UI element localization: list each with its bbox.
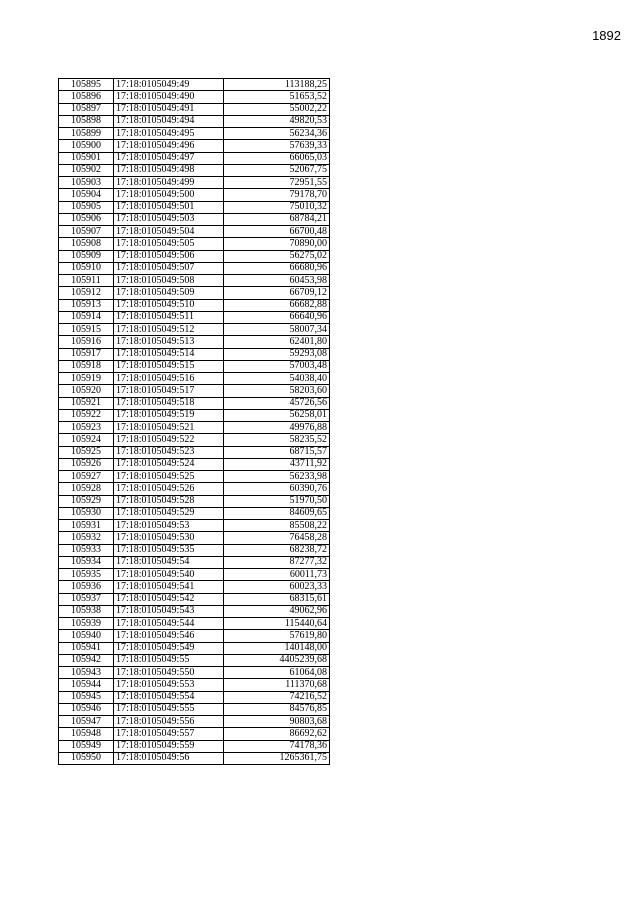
table-row bbox=[59, 691, 330, 703]
table-row bbox=[59, 336, 330, 348]
table-row bbox=[59, 520, 330, 532]
row-number-cell: 105911 bbox=[59, 275, 114, 287]
row-number-cell: 105935 bbox=[59, 569, 114, 581]
cadastral-number-cell: 17:18:0105049:56 bbox=[114, 752, 224, 764]
row-number-cell: 105899 bbox=[59, 128, 114, 140]
row-number-cell: 105903 bbox=[59, 177, 114, 189]
cadastral-value-cell: 84576,85 bbox=[224, 703, 330, 715]
table-row bbox=[59, 434, 330, 446]
table-row bbox=[59, 385, 330, 397]
row-number-cell: 105946 bbox=[59, 703, 114, 715]
cadastral-value-cell: 60023,33 bbox=[224, 581, 330, 593]
row-number-cell: 105939 bbox=[59, 618, 114, 630]
cadastral-number-cell: 17:18:0105049:494 bbox=[114, 115, 224, 127]
cadastral-number-cell: 17:18:0105049:513 bbox=[114, 336, 224, 348]
cadastral-number-cell: 17:18:0105049:505 bbox=[114, 238, 224, 250]
table-row bbox=[59, 495, 330, 507]
row-number-cell: 105929 bbox=[59, 495, 114, 507]
cadastral-value-cell: 72951,55 bbox=[224, 177, 330, 189]
row-number-cell: 105908 bbox=[59, 238, 114, 250]
cadastral-number-cell: 17:18:0105049:540 bbox=[114, 569, 224, 581]
table-row bbox=[59, 593, 330, 605]
cadastral-value-cell: 60390,76 bbox=[224, 483, 330, 495]
cadastral-number-cell: 17:18:0105049:491 bbox=[114, 103, 224, 115]
row-number-cell: 105938 bbox=[59, 605, 114, 617]
row-number-cell: 105918 bbox=[59, 360, 114, 372]
row-number-cell: 105923 bbox=[59, 422, 114, 434]
row-number-cell: 105927 bbox=[59, 471, 114, 483]
table-row bbox=[59, 740, 330, 752]
row-number-cell: 105900 bbox=[59, 140, 114, 152]
cadastral-value-cell: 1265361,75 bbox=[224, 752, 330, 764]
cadastral-value-cell: 57003,48 bbox=[224, 360, 330, 372]
cadastral-number-cell: 17:18:0105049:519 bbox=[114, 409, 224, 421]
table-row bbox=[59, 630, 330, 642]
table-row bbox=[59, 716, 330, 728]
cadastral-value-cell: 79178,70 bbox=[224, 189, 330, 201]
cadastral-value-cell: 84609,65 bbox=[224, 507, 330, 519]
cadastral-value-cell: 59293,08 bbox=[224, 348, 330, 360]
row-number-cell: 105936 bbox=[59, 581, 114, 593]
row-number-cell: 105921 bbox=[59, 397, 114, 409]
cadastral-value-cell: 85508,22 bbox=[224, 520, 330, 532]
cadastral-value-cell: 70890,00 bbox=[224, 238, 330, 250]
cadastral-number-cell: 17:18:0105049:509 bbox=[114, 287, 224, 299]
table-row bbox=[59, 152, 330, 164]
cadastral-value-cell: 56233,98 bbox=[224, 471, 330, 483]
row-number-cell: 105934 bbox=[59, 556, 114, 568]
cadastral-number-cell: 17:18:0105049:543 bbox=[114, 605, 224, 617]
cadastral-value-cell: 49820,53 bbox=[224, 115, 330, 127]
table-row bbox=[59, 667, 330, 679]
row-number-cell: 105940 bbox=[59, 630, 114, 642]
table-row bbox=[59, 618, 330, 630]
row-number-cell: 105943 bbox=[59, 667, 114, 679]
cadastral-value-cell: 52067,75 bbox=[224, 164, 330, 176]
table-row bbox=[59, 409, 330, 421]
cadastral-number-cell: 17:18:0105049:500 bbox=[114, 189, 224, 201]
table-row bbox=[59, 262, 330, 274]
cadastral-value-cell: 49062,96 bbox=[224, 605, 330, 617]
cadastral-number-cell: 17:18:0105049:542 bbox=[114, 593, 224, 605]
cadastral-value-cell: 74216,52 bbox=[224, 691, 330, 703]
table-row bbox=[59, 654, 330, 666]
row-number-cell: 105915 bbox=[59, 324, 114, 336]
cadastral-value-cell: 87277,32 bbox=[224, 556, 330, 568]
cadastral-number-cell: 17:18:0105049:556 bbox=[114, 716, 224, 728]
table-row bbox=[59, 348, 330, 360]
table-row bbox=[59, 605, 330, 617]
cadastral-number-cell: 17:18:0105049:507 bbox=[114, 262, 224, 274]
table-row bbox=[59, 189, 330, 201]
cadastral-number-cell: 17:18:0105049:512 bbox=[114, 324, 224, 336]
row-number-cell: 105941 bbox=[59, 642, 114, 654]
cadastral-value-cell: 57619,80 bbox=[224, 630, 330, 642]
cadastral-value-cell: 58007,34 bbox=[224, 324, 330, 336]
cadastral-number-cell: 17:18:0105049:506 bbox=[114, 250, 224, 262]
cadastral-value-cell: 66065,03 bbox=[224, 152, 330, 164]
cadastral-value-cell: 66680,96 bbox=[224, 262, 330, 274]
table-row bbox=[59, 177, 330, 189]
table-row bbox=[59, 703, 330, 715]
row-number-cell: 105944 bbox=[59, 679, 114, 691]
table-body bbox=[59, 79, 330, 765]
table-row bbox=[59, 103, 330, 115]
cadastral-value-cell: 74178,36 bbox=[224, 740, 330, 752]
table-row bbox=[59, 164, 330, 176]
cadastral-number-cell: 17:18:0105049:549 bbox=[114, 642, 224, 654]
cadastral-number-cell: 17:18:0105049:497 bbox=[114, 152, 224, 164]
cadastral-value-cell: 58203,60 bbox=[224, 385, 330, 397]
table-row bbox=[59, 642, 330, 654]
row-number-cell: 105920 bbox=[59, 385, 114, 397]
cadastral-value-cell: 62401,80 bbox=[224, 336, 330, 348]
cadastral-number-cell: 17:18:0105049:496 bbox=[114, 140, 224, 152]
table-row bbox=[59, 507, 330, 519]
cadastral-number-cell: 17:18:0105049:490 bbox=[114, 91, 224, 103]
row-number-cell: 105922 bbox=[59, 409, 114, 421]
row-number-cell: 105895 bbox=[59, 79, 114, 91]
row-number-cell: 105950 bbox=[59, 752, 114, 764]
row-number-cell: 105942 bbox=[59, 654, 114, 666]
cadastral-number-cell: 17:18:0105049:541 bbox=[114, 581, 224, 593]
cadastral-number-cell: 17:18:0105049:523 bbox=[114, 446, 224, 458]
cadastral-number-cell: 17:18:0105049:508 bbox=[114, 275, 224, 287]
row-number-cell: 105926 bbox=[59, 458, 114, 470]
table-row bbox=[59, 581, 330, 593]
table-row bbox=[59, 397, 330, 409]
row-number-cell: 105937 bbox=[59, 593, 114, 605]
cadastral-value-cell: 56275,02 bbox=[224, 250, 330, 262]
table-row bbox=[59, 446, 330, 458]
table-row bbox=[59, 752, 330, 764]
cadastral-value-cell: 111370,68 bbox=[224, 679, 330, 691]
cadastral-value-cell: 75010,32 bbox=[224, 201, 330, 213]
row-number-cell: 105947 bbox=[59, 716, 114, 728]
cadastral-number-cell: 17:18:0105049:524 bbox=[114, 458, 224, 470]
table-row bbox=[59, 458, 330, 470]
cadastral-number-cell: 17:18:0105049:498 bbox=[114, 164, 224, 176]
cadastral-number-cell: 17:18:0105049:501 bbox=[114, 201, 224, 213]
row-number-cell: 105949 bbox=[59, 740, 114, 752]
table-row bbox=[59, 226, 330, 238]
cadastral-number-cell: 17:18:0105049:530 bbox=[114, 532, 224, 544]
cadastral-number-cell: 17:18:0105049:53 bbox=[114, 520, 224, 532]
table-row bbox=[59, 91, 330, 103]
cadastral-number-cell: 17:18:0105049:553 bbox=[114, 679, 224, 691]
cadastral-number-cell: 17:18:0105049:510 bbox=[114, 299, 224, 311]
cadastral-number-cell: 17:18:0105049:528 bbox=[114, 495, 224, 507]
row-number-cell: 105932 bbox=[59, 532, 114, 544]
cadastral-value-cell: 140148,00 bbox=[224, 642, 330, 654]
table-row bbox=[59, 360, 330, 372]
table-row bbox=[59, 544, 330, 556]
table-row bbox=[59, 556, 330, 568]
row-number-cell: 105913 bbox=[59, 299, 114, 311]
cadastral-value-cell: 45726,56 bbox=[224, 397, 330, 409]
cadastral-value-cell: 68238,72 bbox=[224, 544, 330, 556]
cadastral-value-cell: 90803,68 bbox=[224, 716, 330, 728]
table-row bbox=[59, 128, 330, 140]
row-number-cell: 105902 bbox=[59, 164, 114, 176]
cadastral-number-cell: 17:18:0105049:529 bbox=[114, 507, 224, 519]
cadastral-value-cell: 56258,01 bbox=[224, 409, 330, 421]
cadastral-value-cell: 115440,64 bbox=[224, 618, 330, 630]
table-row bbox=[59, 311, 330, 323]
cadastral-value-cell: 76458,28 bbox=[224, 532, 330, 544]
cadastral-number-cell: 17:18:0105049:499 bbox=[114, 177, 224, 189]
cadastral-value-cell: 54038,40 bbox=[224, 373, 330, 385]
cadastral-value-cell: 66682,88 bbox=[224, 299, 330, 311]
cadastral-number-cell: 17:18:0105049:546 bbox=[114, 630, 224, 642]
cadastral-number-cell: 17:18:0105049:55 bbox=[114, 654, 224, 666]
cadastral-value-cell: 60011,73 bbox=[224, 569, 330, 581]
table-row bbox=[59, 324, 330, 336]
table-row bbox=[59, 569, 330, 581]
cadastral-value-cell: 51970,50 bbox=[224, 495, 330, 507]
cadastral-value-cell: 68715,57 bbox=[224, 446, 330, 458]
cadastral-value-cell: 49976,88 bbox=[224, 422, 330, 434]
row-number-cell: 105896 bbox=[59, 91, 114, 103]
table-row bbox=[59, 140, 330, 152]
row-number-cell: 105909 bbox=[59, 250, 114, 262]
cadastral-number-cell: 17:18:0105049:525 bbox=[114, 471, 224, 483]
row-number-cell: 105948 bbox=[59, 728, 114, 740]
cadastral-value-cell: 68315,61 bbox=[224, 593, 330, 605]
cadastral-number-cell: 17:18:0105049:504 bbox=[114, 226, 224, 238]
row-number-cell: 105919 bbox=[59, 373, 114, 385]
cadastral-value-cell: 66640,96 bbox=[224, 311, 330, 323]
row-number-cell: 105912 bbox=[59, 287, 114, 299]
row-number-cell: 105930 bbox=[59, 507, 114, 519]
cadastral-value-cell: 58235,52 bbox=[224, 434, 330, 446]
row-number-cell: 105906 bbox=[59, 213, 114, 225]
row-number-cell: 105904 bbox=[59, 189, 114, 201]
row-number-cell: 105933 bbox=[59, 544, 114, 556]
cadastral-value-cell: 51653,52 bbox=[224, 91, 330, 103]
table-row bbox=[59, 471, 330, 483]
cadastral-value-cell: 68784,21 bbox=[224, 213, 330, 225]
row-number-cell: 105945 bbox=[59, 691, 114, 703]
cadastral-number-cell: 17:18:0105049:518 bbox=[114, 397, 224, 409]
cadastral-number-cell: 17:18:0105049:559 bbox=[114, 740, 224, 752]
table-row bbox=[59, 287, 330, 299]
cadastral-number-cell: 17:18:0105049:557 bbox=[114, 728, 224, 740]
cadastral-value-table bbox=[58, 78, 330, 765]
table-row bbox=[59, 201, 330, 213]
cadastral-number-cell: 17:18:0105049:49 bbox=[114, 79, 224, 91]
row-number-cell: 105910 bbox=[59, 262, 114, 274]
cadastral-number-cell: 17:18:0105049:522 bbox=[114, 434, 224, 446]
cadastral-number-cell: 17:18:0105049:514 bbox=[114, 348, 224, 360]
cadastral-value-cell: 66709,12 bbox=[224, 287, 330, 299]
table-row bbox=[59, 115, 330, 127]
row-number-cell: 105928 bbox=[59, 483, 114, 495]
cadastral-number-cell: 17:18:0105049:516 bbox=[114, 373, 224, 385]
cadastral-number-cell: 17:18:0105049:554 bbox=[114, 691, 224, 703]
cadastral-number-cell: 17:18:0105049:555 bbox=[114, 703, 224, 715]
cadastral-value-cell: 66700,48 bbox=[224, 226, 330, 238]
table-row bbox=[59, 250, 330, 262]
cadastral-number-cell: 17:18:0105049:511 bbox=[114, 311, 224, 323]
cadastral-number-cell: 17:18:0105049:544 bbox=[114, 618, 224, 630]
cadastral-number-cell: 17:18:0105049:521 bbox=[114, 422, 224, 434]
cadastral-number-cell: 17:18:0105049:515 bbox=[114, 360, 224, 372]
row-number-cell: 105907 bbox=[59, 226, 114, 238]
cadastral-value-cell: 61064,08 bbox=[224, 667, 330, 679]
table-row bbox=[59, 728, 330, 740]
table-row bbox=[59, 483, 330, 495]
cadastral-value-cell: 60453,98 bbox=[224, 275, 330, 287]
cadastral-number-cell: 17:18:0105049:54 bbox=[114, 556, 224, 568]
table-row bbox=[59, 422, 330, 434]
cadastral-value-cell: 4405239,68 bbox=[224, 654, 330, 666]
cadastral-number-cell: 17:18:0105049:495 bbox=[114, 128, 224, 140]
table-row bbox=[59, 79, 330, 91]
cadastral-number-cell: 17:18:0105049:503 bbox=[114, 213, 224, 225]
row-number-cell: 105898 bbox=[59, 115, 114, 127]
cadastral-value-cell: 57639,33 bbox=[224, 140, 330, 152]
table-row bbox=[59, 238, 330, 250]
table-row bbox=[59, 532, 330, 544]
cadastral-value-cell: 86692,62 bbox=[224, 728, 330, 740]
row-number-cell: 105924 bbox=[59, 434, 114, 446]
row-number-cell: 105901 bbox=[59, 152, 114, 164]
cadastral-number-cell: 17:18:0105049:517 bbox=[114, 385, 224, 397]
cadastral-number-cell: 17:18:0105049:550 bbox=[114, 667, 224, 679]
table-row bbox=[59, 679, 330, 691]
cadastral-number-cell: 17:18:0105049:526 bbox=[114, 483, 224, 495]
row-number-cell: 105917 bbox=[59, 348, 114, 360]
row-number-cell: 105914 bbox=[59, 311, 114, 323]
row-number-cell: 105897 bbox=[59, 103, 114, 115]
cadastral-value-cell: 43711,92 bbox=[224, 458, 330, 470]
row-number-cell: 105931 bbox=[59, 520, 114, 532]
table-row bbox=[59, 275, 330, 287]
row-number-cell: 105916 bbox=[59, 336, 114, 348]
cadastral-value-cell: 55002,22 bbox=[224, 103, 330, 115]
page-number: 1892 bbox=[592, 28, 621, 43]
row-number-cell: 105905 bbox=[59, 201, 114, 213]
cadastral-value-cell: 113188,25 bbox=[224, 79, 330, 91]
table-row bbox=[59, 213, 330, 225]
cadastral-value-cell: 56234,36 bbox=[224, 128, 330, 140]
table-row bbox=[59, 373, 330, 385]
row-number-cell: 105925 bbox=[59, 446, 114, 458]
cadastral-number-cell: 17:18:0105049:535 bbox=[114, 544, 224, 556]
table-row bbox=[59, 299, 330, 311]
